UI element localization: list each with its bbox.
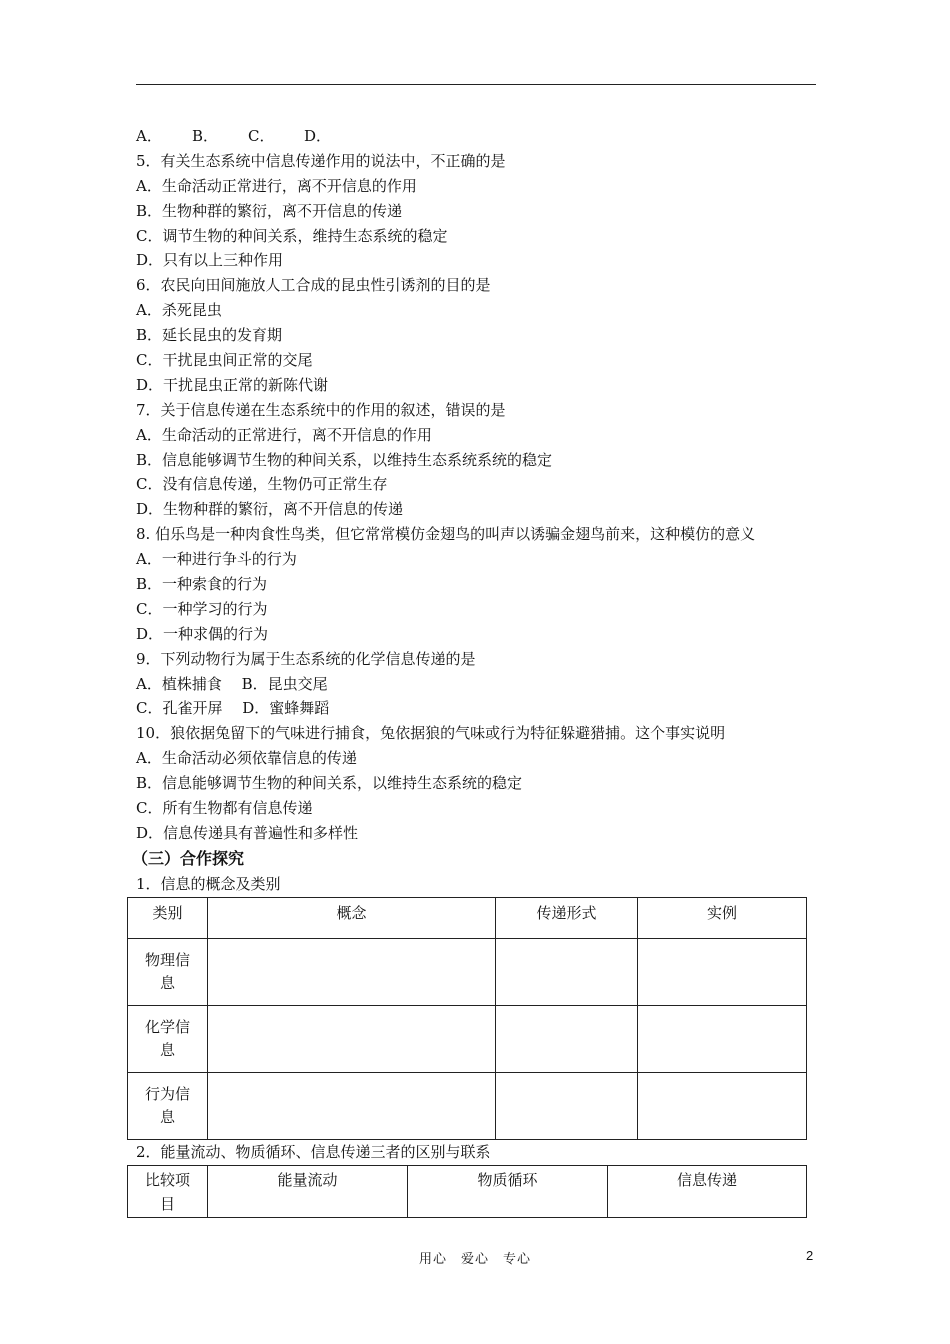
empty-cell[interactable] (496, 1072, 638, 1139)
q5-option-d: D．只有以上三种作用 (136, 251, 284, 270)
empty-cell[interactable] (208, 1072, 496, 1139)
q5-option-c: C．调节生物的种间关系，维持生态系统的稳定 (136, 226, 448, 245)
q7-option-a: A．生命活动的正常进行，离不开信息的作用 (136, 425, 432, 444)
page-number: 2 (806, 1248, 814, 1263)
empty-cell[interactable] (208, 1005, 496, 1072)
q6-option-a: A．杀死昆虫 (136, 301, 222, 320)
q8-stem: 8. 伯乐鸟是一种肉食性鸟类，但它常常模仿金翅鸟的叫声以诱骗金翅鸟前来，这种模仿的意义 (136, 525, 756, 544)
q8-option-b: B．一种索食的行为 (136, 575, 268, 594)
header-rule (136, 84, 816, 85)
option-a: A． (136, 127, 162, 145)
row-category-cell: 物理信 息 (128, 938, 208, 1005)
row-category-cell: 化学信 息 (128, 1005, 208, 1072)
empty-cell[interactable] (638, 1005, 807, 1072)
col-example: 实例 (638, 897, 807, 938)
col-concept: 概念 (208, 897, 496, 938)
col-info-transfer: 信息传递 (608, 1165, 807, 1217)
table-header-row (128, 1165, 807, 1217)
table2-title: 2．能量流动、物质循环、信息传递三者的区别与联系 (136, 1142, 491, 1161)
comparison-table (127, 1165, 807, 1218)
col-material-cycle: 物质循环 (408, 1165, 608, 1217)
table-row (128, 1072, 807, 1139)
q8-option-a: A．一种进行争斗的行为 (136, 550, 297, 569)
empty-cell[interactable] (496, 938, 638, 1005)
col-energy-flow: 能量流动 (208, 1165, 408, 1217)
option-c: C． (248, 127, 275, 145)
option-d: D． (304, 127, 332, 145)
q5-option-b: B．生物种群的繁衍，离不开信息的传递 (136, 201, 403, 220)
page-content (132, 124, 826, 1218)
empty-cell[interactable] (638, 938, 807, 1005)
q10-option-d: D．信息传递具有普遍性和多样性 (136, 823, 359, 842)
page-footer: 用心 爱心 专心 (418, 1252, 531, 1267)
q6-stem: 6．农民向田间施放人工合成的昆虫性引诱剂的目的是 (136, 276, 491, 295)
q10-option-a: A．生命活动必须依靠信息的传递 (136, 749, 357, 768)
q5-option-a: A．生命活动正常进行，离不开信息的作用 (136, 176, 417, 195)
q8-option-c: C．一种学习的行为 (136, 599, 268, 618)
q10-stem: 10．狼依据兔留下的气味进行捕食，兔依据狼的气味或行为特征躲避猎捕。这个事实说明 (136, 724, 726, 743)
q6-option-d: D．干扰昆虫正常的新陈代谢 (136, 375, 329, 394)
col-category: 类别 (128, 897, 208, 938)
q10-option-c: C．所有生物都有信息传递 (136, 799, 313, 818)
empty-cell[interactable] (496, 1005, 638, 1072)
empty-cell[interactable] (638, 1072, 807, 1139)
q8-option-d: D．一种求偶的行为 (136, 624, 269, 643)
info-types-table (127, 897, 807, 1140)
q9-options-cd: C．孔雀开屏 D．蜜蜂舞蹈 (136, 699, 330, 718)
q5-stem: 5．有关生态系统中信息传递作用的说法中，不正确的是 (136, 151, 506, 170)
q7-stem: 7．关于信息传递在生态系统中的作用的叙述，错误的是 (136, 400, 506, 419)
col-transmission: 传递形式 (496, 897, 638, 938)
q7-option-b: B．信息能够调节生物的种间关系，以维持生态系统系统的稳定 (136, 450, 553, 469)
option-b: B． (192, 127, 219, 145)
q6-option-c: C．干扰昆虫间正常的交尾 (136, 351, 313, 370)
q9-options-ab: A．植株捕食 B．昆虫交尾 (136, 674, 328, 693)
table-row (128, 1005, 807, 1072)
row-category-cell: 行为信 息 (128, 1072, 208, 1139)
table1-title: 1．信息的概念及类别 (136, 874, 281, 893)
q10-option-b: B．信息能够调节生物的种间关系，以维持生态系统的稳定 (136, 774, 523, 793)
q9-stem: 9．下列动物行为属于生态系统的化学信息传递的是 (136, 649, 476, 668)
options-row (136, 124, 826, 149)
table-header-row (128, 897, 807, 938)
q6-option-b: B．延长昆虫的发育期 (136, 326, 283, 345)
col-compare-item: 比较项 目 (128, 1165, 208, 1217)
section-heading: （三）合作探究 (132, 848, 245, 868)
empty-cell[interactable] (208, 938, 496, 1005)
q7-option-c: C．没有信息传递，生物仍可正常生存 (136, 475, 388, 494)
q7-option-d: D．生物种群的繁衍，离不开信息的传递 (136, 500, 404, 519)
table-row (128, 938, 807, 1005)
